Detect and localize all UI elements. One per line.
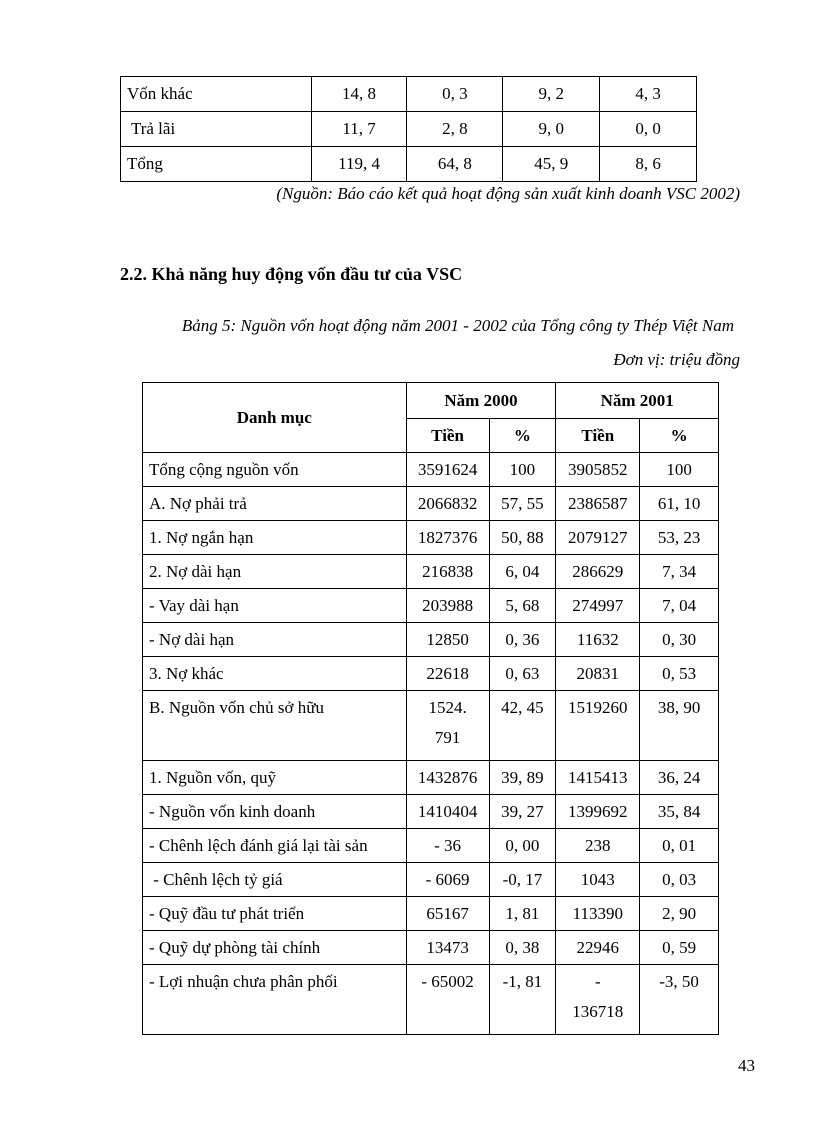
table-cell: 42, 45 (489, 691, 556, 761)
table-row (121, 112, 697, 147)
row-label: B. Nguồn vốn chủ sở hữu (143, 691, 407, 761)
row-label: - Quỹ dự phòng tài chính (143, 931, 407, 965)
row-label: 2. Nợ dài hạn (143, 555, 407, 589)
table-cell: -0, 17 (489, 863, 556, 897)
table-cell: 38, 90 (640, 691, 719, 761)
table-cell: 39, 89 (489, 761, 556, 795)
header-money-2000: Tiền (406, 419, 489, 453)
table-cell: 1399692 (556, 795, 640, 829)
table-cell: 7, 04 (640, 589, 719, 623)
table-row (143, 795, 719, 829)
table-cell: 3591624 (406, 453, 489, 487)
row-label: 1. Nợ ngắn hạn (143, 521, 407, 555)
table-cell: 53, 23 (640, 521, 719, 555)
row-label: - Chênh lệch tỷ giá (143, 863, 407, 897)
table-cell: 0, 0 (600, 112, 697, 147)
table-cell: 203988 (406, 589, 489, 623)
table-row (143, 521, 719, 555)
header-year-2001: Năm 2001 (556, 383, 719, 419)
header-category: Danh mục (143, 383, 407, 453)
table-row (143, 453, 719, 487)
table-cell: 3905852 (556, 453, 640, 487)
row-label: - Quỹ đầu tư phát triển (143, 897, 407, 931)
table-cell: 12850 (406, 623, 489, 657)
table-cell: 2386587 (556, 487, 640, 521)
row-label: - Vay dài hạn (143, 589, 407, 623)
revenue-table-body (121, 77, 697, 182)
table-row (143, 965, 719, 1035)
table-row (121, 147, 697, 182)
table-cell: 61, 10 (640, 487, 719, 521)
table-cell: 216838 (406, 555, 489, 589)
table-cell: -3, 50 (640, 965, 719, 1035)
table-cell: 1410404 (406, 795, 489, 829)
table-cell: 35, 84 (640, 795, 719, 829)
row-label: Vốn khác (121, 77, 312, 112)
table-row (143, 623, 719, 657)
table-row (143, 863, 719, 897)
table-row (143, 589, 719, 623)
row-label: Tổng (121, 147, 312, 182)
table-cell: 5, 68 (489, 589, 556, 623)
table-cell: 14, 8 (311, 77, 407, 112)
page-number: 43 (738, 1056, 755, 1075)
table-cell: 4, 3 (600, 77, 697, 112)
table-row (143, 829, 719, 863)
table-cell: 0, 3 (407, 77, 503, 112)
row-label: 1. Nguồn vốn, quỹ (143, 761, 407, 795)
table-row (143, 761, 719, 795)
header-money-2001: Tiền (556, 419, 640, 453)
table-cell: 0, 38 (489, 931, 556, 965)
table-row (121, 77, 697, 112)
table-cell: 2066832 (406, 487, 489, 521)
table-cell: 9, 2 (503, 77, 600, 112)
table-cell: 1432876 (406, 761, 489, 795)
table-cell: 2079127 (556, 521, 640, 555)
table-cell: 11632 (556, 623, 640, 657)
table-cell: 2, 90 (640, 897, 719, 931)
row-label: - Nguồn vốn kinh doanh (143, 795, 407, 829)
table-cell: 8, 6 (600, 147, 697, 182)
table-cell: 13473 (406, 931, 489, 965)
table-cell: 274997 (556, 589, 640, 623)
table-cell: 22946 (556, 931, 640, 965)
table-cell: 0, 30 (640, 623, 719, 657)
table-caption: Bảng 5: Nguồn vốn hoạt động năm 2001 - 2002 của Tổng công ty Thép Việt Nam (181, 316, 734, 335)
table-row (143, 931, 719, 965)
table-cell: 65167 (406, 897, 489, 931)
header-percent-2000: % (489, 419, 556, 453)
capital-sources-table (142, 382, 719, 1035)
table-cell: - 6069 (406, 863, 489, 897)
table-cell: 238 (556, 829, 640, 863)
table-cell: 100 (489, 453, 556, 487)
table-cell: 11, 7 (311, 112, 407, 147)
table-cell: - 136718 (556, 965, 640, 1035)
table-cell: 1827376 (406, 521, 489, 555)
table-cell: 7, 34 (640, 555, 719, 589)
header-percent-2001: % (640, 419, 719, 453)
table-cell: 0, 36 (489, 623, 556, 657)
table-row (143, 487, 719, 521)
table-cell: 64, 8 (407, 147, 503, 182)
table-cell: 36, 24 (640, 761, 719, 795)
table-cell: 57, 55 (489, 487, 556, 521)
table-cell: 119, 4 (311, 147, 407, 182)
row-label: A. Nợ phải trả (143, 487, 407, 521)
table-cell: 9, 0 (503, 112, 600, 147)
table-cell: 45, 9 (503, 147, 600, 182)
source-note: (Nguồn: Báo cáo kết quả hoạt động sản xuất kinh doanh VSC 2002) (276, 184, 740, 203)
table-cell: 39, 27 (489, 795, 556, 829)
row-label: - Chênh lệch đánh giá lại tài sản (143, 829, 407, 863)
section-heading: 2.2. Khả năng huy động vốn đầu tư của VSC (120, 264, 463, 284)
table-cell: 0, 03 (640, 863, 719, 897)
table-cell: 2, 8 (407, 112, 503, 147)
table-cell: 1043 (556, 863, 640, 897)
row-label: 3. Nợ khác (143, 657, 407, 691)
table-cell: 0, 01 (640, 829, 719, 863)
row-label: Trả lãi (121, 112, 312, 147)
row-label: - Nợ dài hạn (143, 623, 407, 657)
table-cell: - 65002 (406, 965, 489, 1035)
table-cell: 1519260 (556, 691, 640, 761)
table-row (143, 657, 719, 691)
header-year-2000: Năm 2000 (406, 383, 556, 419)
table-cell: 286629 (556, 555, 640, 589)
table-cell: 22618 (406, 657, 489, 691)
row-label: - Lợi nhuận chưa phân phối (143, 965, 407, 1035)
row-label: Tổng cộng nguồn vốn (143, 453, 407, 487)
table-cell: 0, 59 (640, 931, 719, 965)
revenue-table (120, 76, 697, 182)
table-cell: 50, 88 (489, 521, 556, 555)
unit-note: Đơn vị: triệu đồng (613, 350, 740, 369)
table-row (143, 897, 719, 931)
table-cell: 0, 00 (489, 829, 556, 863)
table-cell: 100 (640, 453, 719, 487)
table-cell: 0, 53 (640, 657, 719, 691)
table-cell: 113390 (556, 897, 640, 931)
capital-sources-table-body (143, 453, 719, 1035)
table-cell: 20831 (556, 657, 640, 691)
table-cell: 1524. 791 (406, 691, 489, 761)
table-cell: 6, 04 (489, 555, 556, 589)
table-row (143, 691, 719, 761)
table-cell: - 36 (406, 829, 489, 863)
table-cell: 1415413 (556, 761, 640, 795)
table-cell: 1, 81 (489, 897, 556, 931)
table-cell: 0, 63 (489, 657, 556, 691)
table-cell: -1, 81 (489, 965, 556, 1035)
table-row (143, 555, 719, 589)
